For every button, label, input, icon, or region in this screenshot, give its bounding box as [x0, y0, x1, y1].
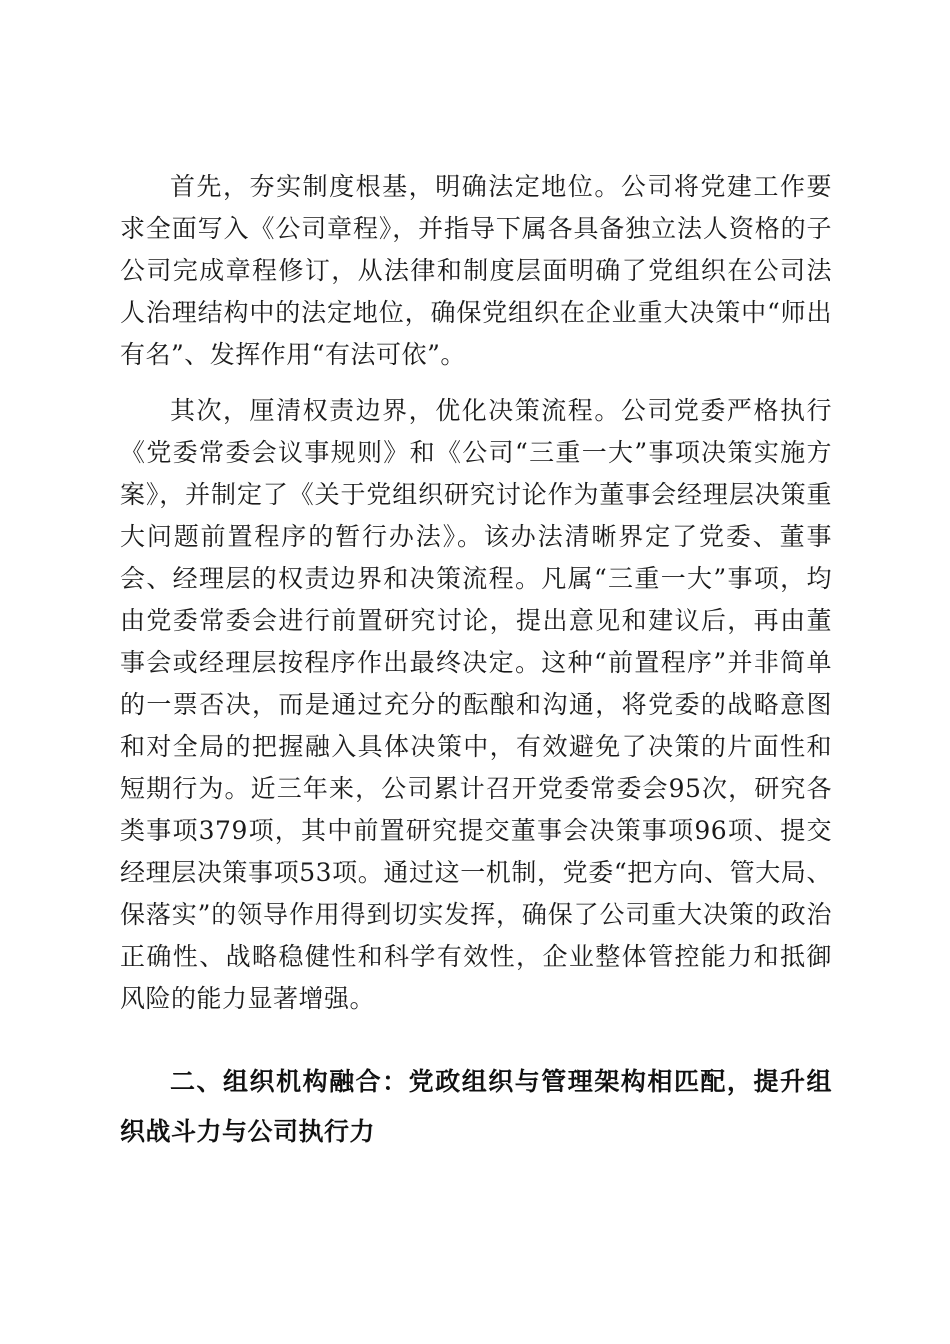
section-heading: 二、组织机构融合：党政组织与管理架构相匹配，提升组织战斗力与公司执行力 [120, 1066, 832, 1146]
paragraph-decision-process: 其次，厘清权责边界，优化决策流程。公司党委严格执行《党委常委会议事规则》和《公司“三重一大”事项决策实施方案》，并制定了《关于党组织研究讨论作为董事会经理层决策重大问题前置程序的暂行办法》。该办法清晰界定了党委、董事会、经理层的权责边界和决策流程。凡属“三重一大”事项，均由党委常委会进行前置研究讨论，提出意见和建议后，再由董事会或经理层按程序作出最终决定。这种“前置程序”并非简单的一票否决，而是通过充分的酝酿和沟通，将党委的战略意图和对全局的把握融入具体决策中，有效避免了决策的片面性和短期行为。近三年来，公司累计召开党委常委会95次，研究各类事项379项，其中前置研究提交董事会决策事项96项、提交经理层决策事项53项。通过这一机制，党委“把方向、管大局、保落实”的领导作用得到切实发挥，确保了公司重大决策的政治正确性、战略稳健性和科学有效性，企业整体管控能力和抵御风险的能力显著增强。 [120, 396, 832, 1013]
paragraph-institutional-foundation: 首先，夯实制度根基，明确法定地位。公司将党建工作要求全面写入《公司章程》，并指导下属各具备独立法人资格的子公司完成章程修订，从法律和制度层面明确了党组织在公司法人治理结构中的法定地位，确保党组织在企业重大决策中“师出有名”、发挥作用“有法可依”。 [120, 172, 832, 369]
